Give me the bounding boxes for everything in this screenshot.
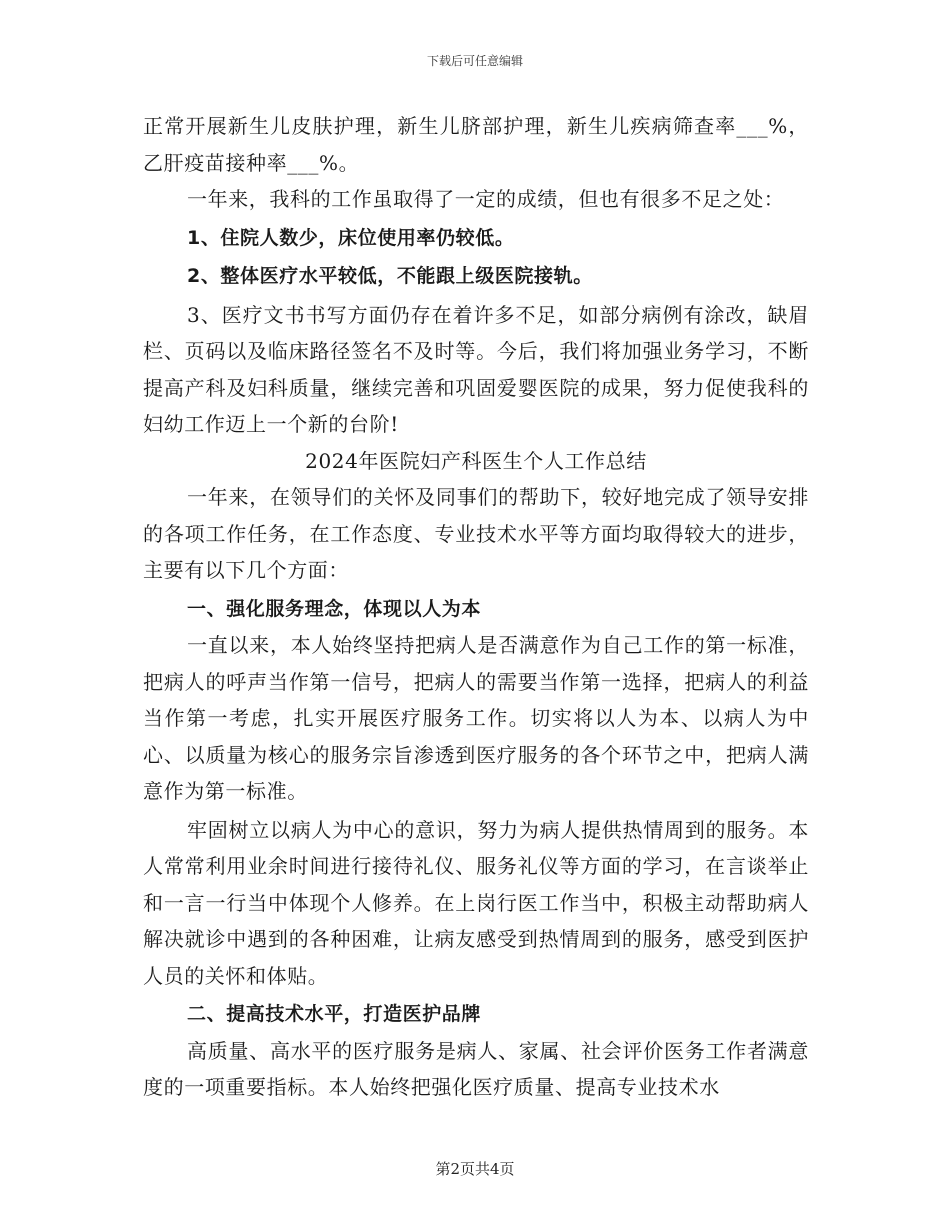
section-title: 2024年医院妇产科医生个人工作总结 [305, 448, 647, 473]
paragraph-continued: 正常开展新生儿皮肤护理，新生儿脐部护理，新生儿疾病筛查率___%，乙肝疫苗接种率___%。 [143, 114, 809, 175]
heading-section-1: 一、强化服务理念，体现以人为本 [187, 597, 482, 620]
page-number: 第2页共4页 [435, 1160, 515, 1178]
document-body [143, 108, 809, 1106]
paragraph-service-1: 一直以来，本人始终坚持把病人是否满意作为自己工作的第一标准，把病人的呼声当作第一信号，把病人的需要当作第一选择，把病人的利益当作第一考虑，扎实开展医疗服务工作。切实将以人为本、以病人为中心、以质量为核心的服务宗旨渗透到医疗服务的各个环节之中，把病人满意作为第一标准。 [143, 633, 809, 803]
header-note: 下载后可任意编辑 [426, 54, 523, 68]
paragraph-shortcomings-intro: 一年来，我科的工作虽取得了一定的成绩，但也有很多不足之处： [187, 187, 785, 211]
list-item-2: 2、整体医疗水平较低，不能跟上级医院接轨。 [187, 265, 593, 287]
paragraph-service-2: 牢固树立以病人为中心的意识，努力为病人提供热情周到的服务。本人常常利用业余时间进行接待礼仪、服务礼仪等方面的学习，在言谈举止和一言一行当中体现个人修养。在上岗行医工作当中，积极主动帮助病人解决就诊中遇到的各种困难，让病友感受到热情周到的服务，感受到医护人员的关怀和体贴。 [143, 817, 809, 988]
paragraph-intro: 一年来，在领导们的关怀及同事们的帮助下，较好地完成了领导安排的各项工作任务，在工作态度、专业技术水平等方面均取得较大的进步，主要有以下几个方面： [143, 485, 809, 582]
paragraph-technique: 高质量、高水平的医疗服务是病人、家属、社会评价医务工作者满意度的一项重要指标。本人始终把强化医疗质量、提高专业技术水 [143, 1038, 809, 1099]
heading-section-2: 二、提高技术水平，打造医护品牌 [187, 1003, 482, 1025]
list-item-3: 3、医疗文书书写方面仍存在着许多不足，如部分病例有涂改，缺眉栏、页码以及临床路径签名不及时等。今后，我们将加强业务学习，不断提高产科及妇科质量，继续完善和巩固爱婴医院的成果，努力促使我科的妇幼工作迈上一个新的台阶! [143, 302, 809, 436]
list-item-1: 1、住院人数少，床位使用率仍较低。 [187, 226, 515, 249]
